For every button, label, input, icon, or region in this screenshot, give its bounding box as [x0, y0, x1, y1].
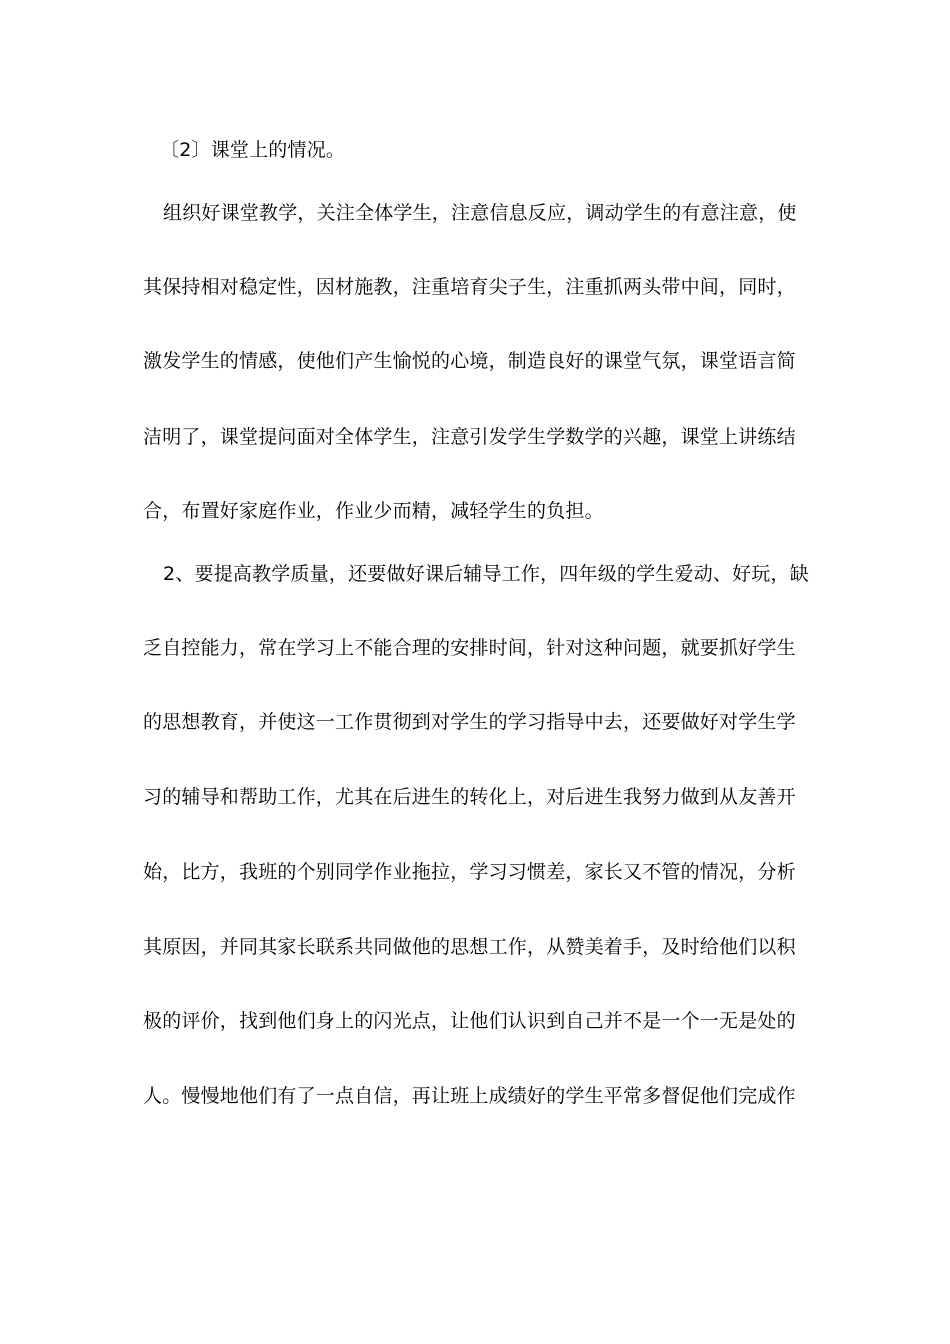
paragraph-line: 习的辅导和帮助工作，尤其在后进生的转化上，对后进生我努力做到从友善开 [143, 786, 796, 808]
paragraph-line: 的思想教育，并使这一工作贯彻到对学生的学习指导中去，还要做好对学生学 [143, 711, 796, 733]
paragraph-line: 极的评价，找到他们身上的闪光点，让他们认识到自己并不是一个一无是处的 [143, 1010, 796, 1032]
paragraph-line: 激发学生的情感，使他们产生愉悦的心境，制造良好的课堂气氛，课堂语言简 [143, 350, 796, 372]
paragraph-line: 人。慢慢地他们有了一点自信，再让班上成绩好的学生平常多督促他们完成作 [143, 1085, 796, 1107]
paragraph-line: 始，比方，我班的个别同学作业拖拉，学习习惯差，家长又不管的情况，分析 [143, 861, 796, 883]
section-heading: 〔2〕课堂上的情况。 [160, 139, 346, 161]
paragraph-line: 组织好课堂教学，关注全体学生，注意信息反应，调动学生的有意注意，使 [163, 202, 797, 224]
paragraph-line: 洁明了，课堂提问面对全体学生，注意引发学生学数学的兴趣，课堂上讲练结 [143, 426, 796, 448]
paragraph-line: 2、要提高教学质量，还要做好课后辅导工作，四年级的学生爱动、好玩，缺 [163, 563, 809, 585]
paragraph-line: 其保持相对稳定性，因材施教，注重培育尖子生，注重抓两头带中间，同时， [143, 276, 796, 298]
paragraph-line: 合，布置好家庭作业，作业少而精，减轻学生的负担。 [143, 500, 604, 522]
paragraph-line: 其原因，并同其家长联系共同做他的思想工作，从赞美着手，及时给他们以积 [143, 936, 796, 958]
paragraph-line: 乏自控能力，常在学习上不能合理的安排时间，针对这种问题，就要抓好学生 [143, 637, 796, 659]
